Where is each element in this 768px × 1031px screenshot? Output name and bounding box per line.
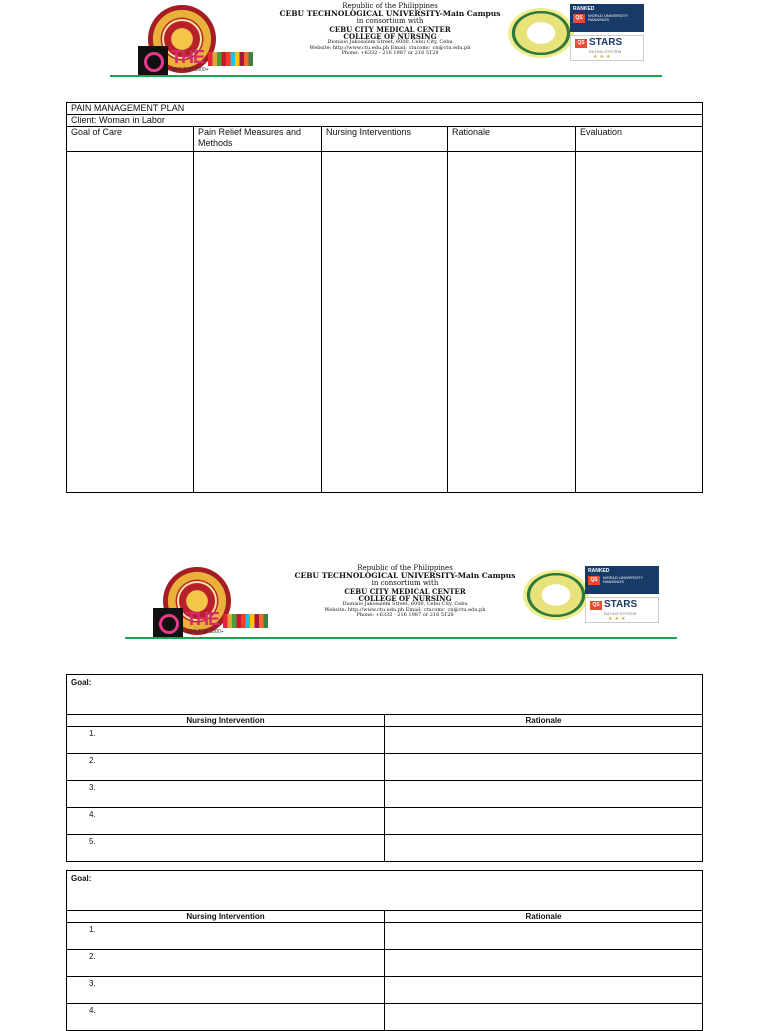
pain-relief-cell[interactable] (194, 152, 322, 493)
ranked-title: RANKED (588, 568, 610, 574)
star-icon: ★★★ (608, 616, 628, 622)
letterhead-text (275, 565, 535, 618)
rationale-row-2[interactable] (385, 950, 703, 977)
the-logo-subtext: SDG TOP 1000+ (171, 67, 209, 73)
rationale-row-5[interactable] (385, 835, 703, 862)
the-logo-subtext: SDG TOP 1000+ (186, 629, 224, 635)
medical-center-name: CEBU CITY MEDICAL CENTER (344, 586, 466, 596)
ranked-subtext: WORLD UNIVERSITY RANKINGS (588, 13, 628, 23)
rationale-row-4[interactable] (385, 1004, 703, 1031)
the-logo-text: THE (171, 47, 204, 67)
col-nursing-interventions: Nursing Interventions (322, 127, 448, 152)
goal-label[interactable]: Goal: (67, 871, 703, 911)
university-name: CEBU TECHNOLOGICAL UNIVERSITY-Main Campus (279, 9, 501, 19)
rationale-row-1[interactable] (385, 923, 703, 950)
stars-text: STARS (589, 37, 623, 48)
nursing-seal-icon (508, 8, 574, 58)
ranked-title: RANKED (573, 6, 595, 12)
republic-line: Republic of the Philippines (342, 2, 438, 10)
letterhead-divider (110, 75, 662, 77)
nursing-interventions-cell[interactable] (322, 152, 448, 493)
client-line: Client: Woman in Labor (67, 115, 703, 127)
col-rationale: Rationale (385, 911, 703, 923)
university-name: CEBU TECHNOLOGICAL UNIVERSITY-Main Campus (294, 571, 516, 581)
the-logo-text: THE (186, 609, 219, 629)
qs-stars-badge (570, 35, 644, 61)
contact-line: Website: http://www.ctu.edu.ph Email: ctucomc_cn@ctu.edu.ph (309, 44, 471, 51)
consortium-line: in consortium with (356, 17, 424, 26)
goal-table (66, 870, 703, 1031)
rationale-row-2[interactable] (385, 754, 703, 781)
qs-ranked-badge (570, 4, 644, 32)
star-icon: ★★★ (593, 54, 613, 60)
intervention-row-1[interactable]: 1. (67, 923, 385, 950)
hexagon-icon (153, 608, 183, 638)
college-name: COLLEGE OF NURSING (343, 31, 437, 41)
col-pain-relief-measures: Pain Relief Measures and Methods (194, 127, 322, 152)
pain-management-plan-table (66, 102, 703, 493)
stars-subtext: RATING SYSTEM (604, 611, 637, 616)
intervention-row-3[interactable]: 3. (67, 977, 385, 1004)
address-line: Dionisio Jakosalem Street, 6000, Cebu City, Cebu (327, 39, 453, 46)
hexagon-icon (138, 46, 168, 76)
qs-stars-badge (585, 597, 659, 623)
col-goal-of-care: Goal of Care (67, 127, 194, 152)
goal-label[interactable]: Goal: (67, 675, 703, 715)
sdg-color-bar (223, 614, 268, 628)
nursing-seal-icon (523, 570, 589, 620)
intervention-row-1[interactable]: 1. (67, 727, 385, 754)
republic-line: Republic of the Philippines (357, 564, 453, 572)
letterhead (125, 562, 677, 640)
col-rationale: Rationale (448, 127, 576, 152)
rationale-row-4[interactable] (385, 808, 703, 835)
the-impact-rankings-logo (153, 608, 273, 638)
the-impact-rankings-logo (138, 46, 258, 76)
stars-text: STARS (604, 599, 638, 610)
col-nursing-intervention: Nursing Intervention (67, 715, 385, 727)
letterhead (110, 0, 662, 78)
ranked-subtext: WORLD UNIVERSITY RANKINGS (603, 575, 643, 585)
phone-line: Phone: +6332 - 216 1987 or 216 5128 (341, 49, 439, 56)
intervention-row-2[interactable]: 2. (67, 754, 385, 781)
plan-title: PAIN MANAGEMENT PLAN (67, 103, 703, 115)
qs-mark: QS (590, 601, 602, 610)
goal-table (66, 674, 703, 862)
col-evaluation: Evaluation (576, 127, 703, 152)
col-nursing-intervention: Nursing Intervention (67, 911, 385, 923)
college-name: COLLEGE OF NURSING (358, 593, 452, 603)
intervention-row-4[interactable]: 4. (67, 808, 385, 835)
stars-subtext: RATING SYSTEM (589, 49, 622, 54)
qs-mark: QS (588, 576, 600, 585)
phone-line: Phone: +6332 - 216 1987 or 216 5128 (356, 611, 454, 618)
qs-mark: QS (575, 39, 587, 48)
col-rationale: Rationale (385, 715, 703, 727)
intervention-row-4[interactable]: 4. (67, 1004, 385, 1031)
contact-line: Website: http://www.ctu.edu.ph Email: ctucomc_cn@ctu.edu.ph (324, 606, 486, 613)
letterhead-text (260, 3, 520, 56)
consortium-line: in consortium with (371, 579, 439, 588)
rationale-row-3[interactable] (385, 781, 703, 808)
address-line: Dionisio Jakosalem Street, 6000, Cebu City, Cebu (342, 601, 468, 608)
evaluation-cell[interactable] (576, 152, 703, 493)
intervention-row-5[interactable]: 5. (67, 835, 385, 862)
rationale-row-1[interactable] (385, 727, 703, 754)
qs-mark: QS (573, 14, 585, 23)
intervention-row-2[interactable]: 2. (67, 950, 385, 977)
rationale-cell[interactable] (448, 152, 576, 493)
sdg-color-bar (208, 52, 253, 66)
letterhead-divider (125, 637, 677, 639)
intervention-row-3[interactable]: 3. (67, 781, 385, 808)
qs-ranked-badge (585, 566, 659, 594)
goal-of-care-cell[interactable] (67, 152, 194, 493)
medical-center-name: CEBU CITY MEDICAL CENTER (329, 24, 451, 34)
rationale-row-3[interactable] (385, 977, 703, 1004)
